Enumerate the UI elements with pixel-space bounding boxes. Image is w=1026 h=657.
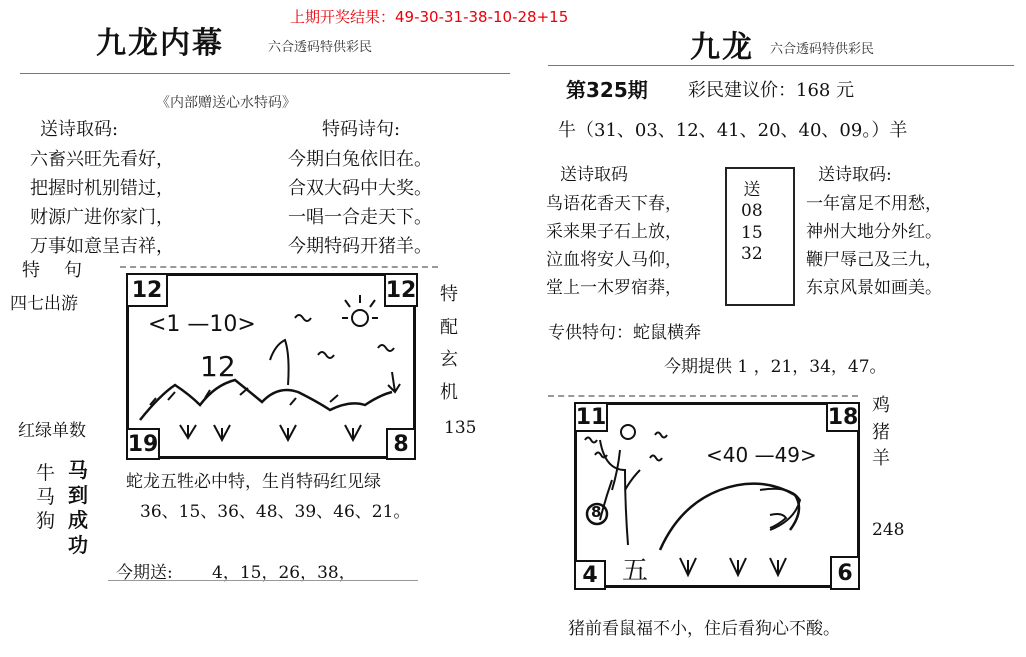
animal-char: 鸡 [872, 395, 890, 416]
left-red-green: 红绿单数 [18, 421, 86, 441]
left-today-label: 今期送: [116, 563, 173, 583]
last-result-banner: 上期开奖结果：49-30-31-38-10-28+15 [290, 8, 569, 26]
left-side-label-2: 句 [64, 260, 82, 281]
right-bottom-line: 猪前看鼠福不小，住后看狗心不酸。 [568, 619, 840, 639]
left-line2: 36、15、36、48、39、46、21。 [140, 502, 411, 522]
animal-char: 牛 [36, 462, 56, 484]
left-subtitle: 六合透码特供彩民 [268, 40, 373, 55]
poem-line: 一年富足不用愁， [806, 194, 942, 214]
slogan-char: 功 [68, 533, 88, 557]
vertical-char: 玄 [440, 349, 458, 370]
right-title: 九龙 [690, 30, 754, 65]
left-sketch-text: <1 —10> [148, 312, 256, 337]
left-corner-tl: 12 [126, 273, 168, 307]
poem-line: 东京风景如画美。 [806, 278, 942, 298]
send-box-number: 08 [741, 201, 763, 222]
right-poem2 [806, 190, 942, 302]
animal-char: 羊 [872, 448, 890, 469]
right-poem1-title: 送诗取码 [560, 165, 628, 185]
right-sketch-circle-num: 8 [591, 503, 602, 521]
right-price: 彩民建议价：168 元 [688, 80, 855, 101]
send-box-label: 送 [743, 180, 761, 200]
poem-line: 财源广进你家门， [30, 207, 174, 228]
poem-line: 六畜兴旺先看好， [30, 149, 174, 170]
poem-line: 今期特码开猪羊。 [288, 236, 432, 257]
left-right-number: 135 [444, 418, 477, 438]
right-animals-vertical [872, 395, 890, 471]
animal-char: 马 [36, 485, 56, 508]
left-line1: 蛇龙五牲必中特，生肖特码红见绿 [126, 472, 381, 492]
left-sketch-number: 12 [200, 350, 236, 383]
left-corner-br: 8 [386, 428, 416, 460]
left-side-label-1: 特 [22, 260, 40, 281]
left-poem2-title: 特码诗句: [322, 119, 401, 140]
right-sketch-mark: 五 [622, 556, 649, 586]
poem-line: 鸟语花香天下春， [546, 194, 682, 214]
left-poem1-title: 送诗取码: [40, 119, 119, 140]
left-animals-col [36, 462, 55, 533]
send-box-content [741, 180, 763, 265]
right-corner-tr: 18 [826, 402, 860, 432]
vertical-char: 特 [440, 284, 458, 305]
slogan-char: 到 [68, 483, 88, 507]
send-box-number: 15 [741, 222, 763, 243]
right-issue: 第325期 [566, 78, 648, 102]
send-box-number: 32 [741, 243, 763, 264]
right-poem2-title: 送诗取码: [818, 165, 892, 185]
poem-line: 神州大地分外红。 [806, 222, 942, 242]
right-ox-line: 牛（31、03、12、41、20、40、09。）羊 [558, 120, 908, 141]
poem-line: 泣血将安人马仰， [546, 250, 682, 270]
poem-line: 把握时机别错过， [30, 178, 174, 199]
right-subtitle: 六合透码特供彩民 [770, 42, 875, 57]
left-today-numbers: 4，15，26，38， [212, 563, 356, 583]
poem-line: 今期白兔依旧在。 [288, 149, 432, 170]
poem-line: 万事如意呈吉祥， [30, 236, 174, 257]
poem-line: 采来果子石上放， [546, 222, 682, 242]
right-frame-dash [548, 395, 858, 397]
right-poem1 [546, 190, 682, 302]
right-today-line: 今期提供 1 ，21，34，47。 [664, 357, 887, 377]
left-corner-bl: 19 [126, 428, 160, 460]
left-slogan-vertical [68, 458, 88, 558]
vertical-char: 机 [440, 381, 458, 403]
right-side-number: 248 [872, 520, 905, 540]
left-inner-caption: 《内部赠送心水特码》 [156, 95, 296, 111]
right-sketch-frame [574, 402, 860, 588]
right-divider [548, 65, 1014, 66]
right-sketch-text: <40 —49> [706, 443, 817, 467]
poem-line: 合双大码中大奖。 [288, 178, 432, 199]
poem-line: 堂上一木罗宿莽， [546, 278, 682, 298]
right-corner-br: 6 [830, 556, 860, 590]
left-corner-tr: 12 [384, 273, 418, 307]
left-title: 九龙内幕 [96, 26, 224, 61]
left-side-phrase: 四七出游 [10, 294, 78, 314]
vertical-char: 配 [440, 316, 458, 338]
right-corner-bl: 4 [574, 560, 606, 590]
right-special-phrase: 专供特句：蛇鼠横奔 [548, 323, 701, 343]
poem-line: 一唱一合走天下。 [288, 207, 432, 228]
right-corner-tl: 11 [574, 402, 608, 432]
animal-char: 猪 [872, 421, 890, 443]
slogan-char: 马 [68, 458, 88, 482]
left-bottom-line [108, 580, 418, 581]
animal-char: 狗 [36, 509, 56, 532]
poem-line: 鞭尸辱己及三九， [806, 250, 942, 270]
slogan-char: 成 [68, 508, 88, 532]
